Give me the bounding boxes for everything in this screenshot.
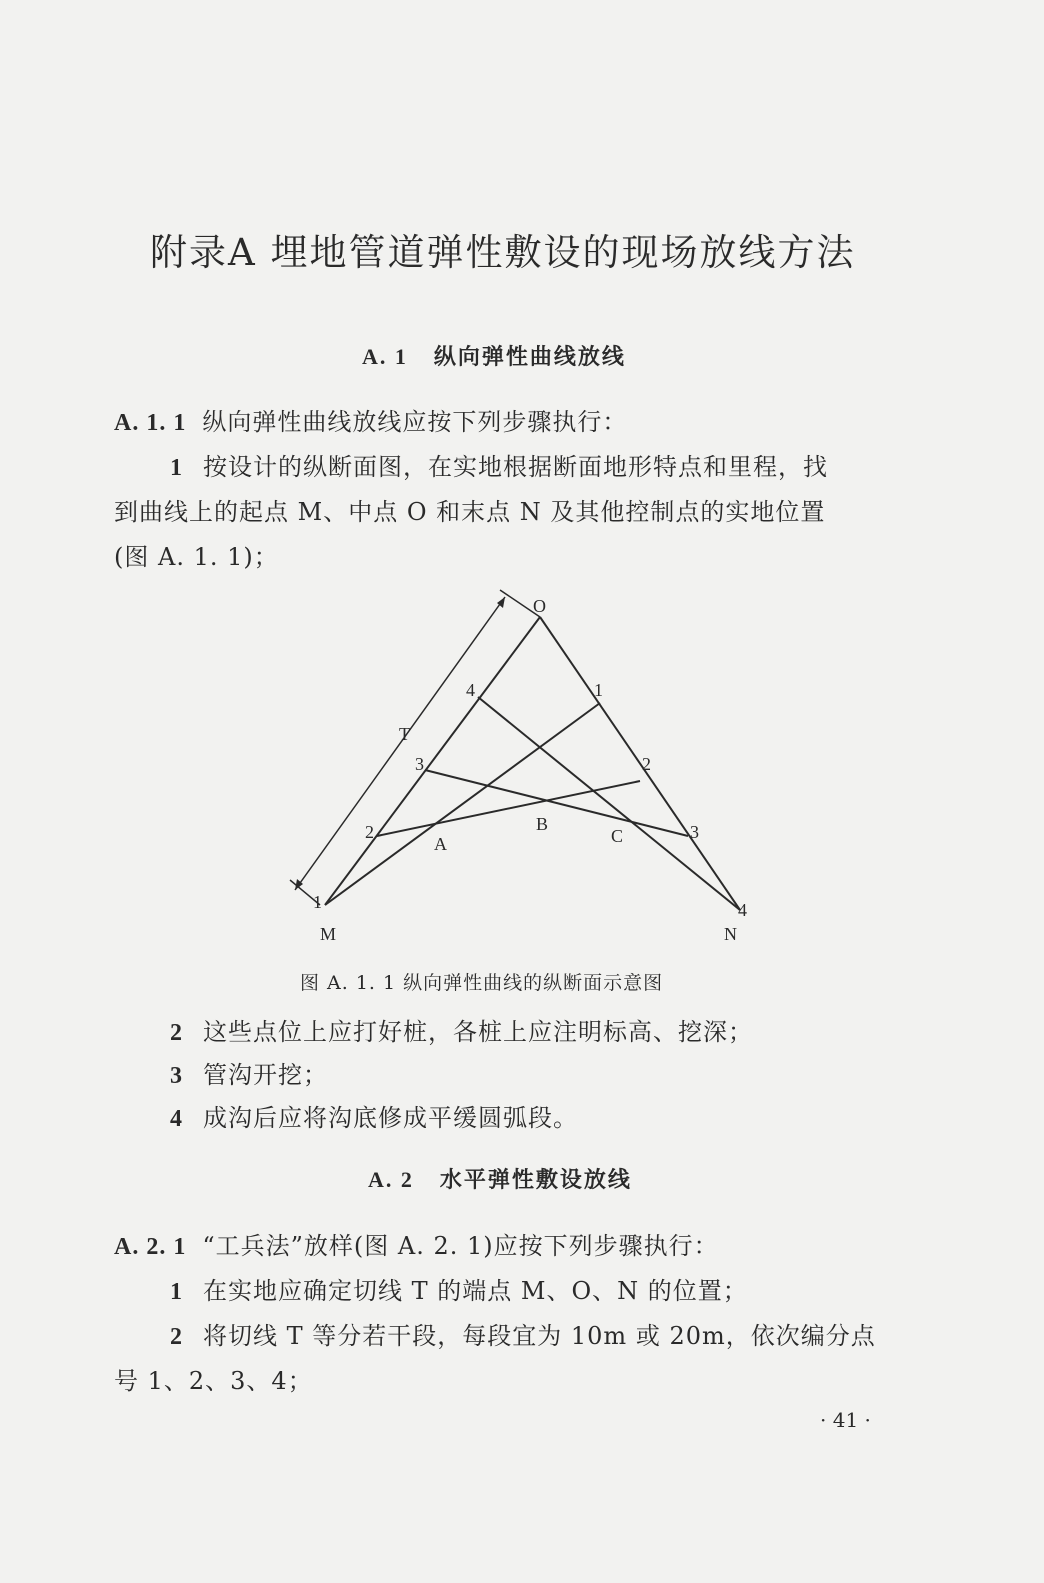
item-text: 将切线 T 等分若干段，每段宜为 10m 或 20m，依次编分点	[203, 1322, 876, 1350]
item-text: 成沟后应将沟底修成平缓圆弧段。	[203, 1104, 578, 1132]
right-point-2: 2	[642, 754, 651, 774]
clause-text: “工兵法”放样(图 A. 2. 1)应按下列步骤执行：	[202, 1232, 719, 1260]
line-left4-n	[478, 697, 740, 910]
right-point-3: 3	[690, 822, 699, 842]
item-4	[170, 1098, 578, 1133]
a21-item-2-line1	[170, 1316, 876, 1351]
appendix-title: 附录A 埋地管道弹性敷设的现场放线方法	[150, 231, 856, 274]
left-point-1: 1	[313, 892, 322, 912]
left-point-3: 3	[415, 754, 424, 774]
section-number: A. 1	[362, 344, 408, 369]
item-number: 4	[170, 1106, 183, 1132]
section-title: 水平弹性敷设放线	[439, 1168, 632, 1193]
item-number: 2	[170, 1324, 183, 1350]
a21-item-1	[170, 1271, 748, 1306]
line-o-n	[540, 617, 740, 910]
item-3	[170, 1055, 328, 1090]
item-number: 1	[170, 455, 183, 481]
clause-text: 纵向弹性曲线放线应按下列步骤执行：	[202, 408, 628, 436]
right-point-1: 1	[594, 680, 603, 700]
item-1-line3: (图 A. 1. 1)；	[114, 543, 279, 571]
item-2	[170, 1012, 753, 1047]
item-number: 2	[170, 1020, 183, 1046]
left-point-4: 4	[466, 680, 475, 700]
item-1-line2: 到曲线上的起点 M、中点 O 和末点 N 及其他控制点的实地位置	[114, 498, 826, 526]
item-text: 这些点位上应打好桩，各桩上应注明标高、挖深；	[203, 1018, 753, 1046]
label-b: B	[536, 814, 549, 834]
item-number: 1	[170, 1279, 183, 1305]
label-c: C	[611, 826, 624, 846]
clause-number: A. 2. 1	[114, 1234, 187, 1260]
label-o: O	[533, 596, 546, 616]
clause-number: A. 1. 1	[114, 410, 187, 436]
figure-caption: 图 A. 1. 1 纵向弹性曲线的纵断面示意图	[300, 972, 664, 994]
item-text: 在实地应确定切线 T 的端点 M、O、N 的位置；	[203, 1277, 748, 1305]
label-t: T	[399, 724, 410, 744]
section-title: 纵向弹性曲线放线	[433, 345, 626, 370]
section-a2-heading	[368, 1163, 632, 1194]
line-m-o	[325, 617, 540, 905]
section-number: A. 2	[368, 1167, 414, 1192]
item-text: 按设计的纵断面图，在实地根据断面地形特点和里程，找	[203, 453, 828, 481]
label-n: N	[724, 924, 737, 944]
item-number: 3	[170, 1063, 183, 1089]
item-text: 管沟开挖；	[203, 1061, 328, 1089]
line-left2-right2	[377, 781, 640, 836]
clause-a-2-1	[114, 1226, 719, 1261]
label-m: M	[320, 924, 337, 944]
label-a: A	[434, 834, 447, 854]
page-number: · 41 ·	[820, 1408, 871, 1432]
right-point-4: 4	[738, 900, 747, 920]
a21-item-2-line2: 号 1、2、3、4；	[114, 1367, 313, 1395]
left-point-2: 2	[365, 822, 374, 842]
